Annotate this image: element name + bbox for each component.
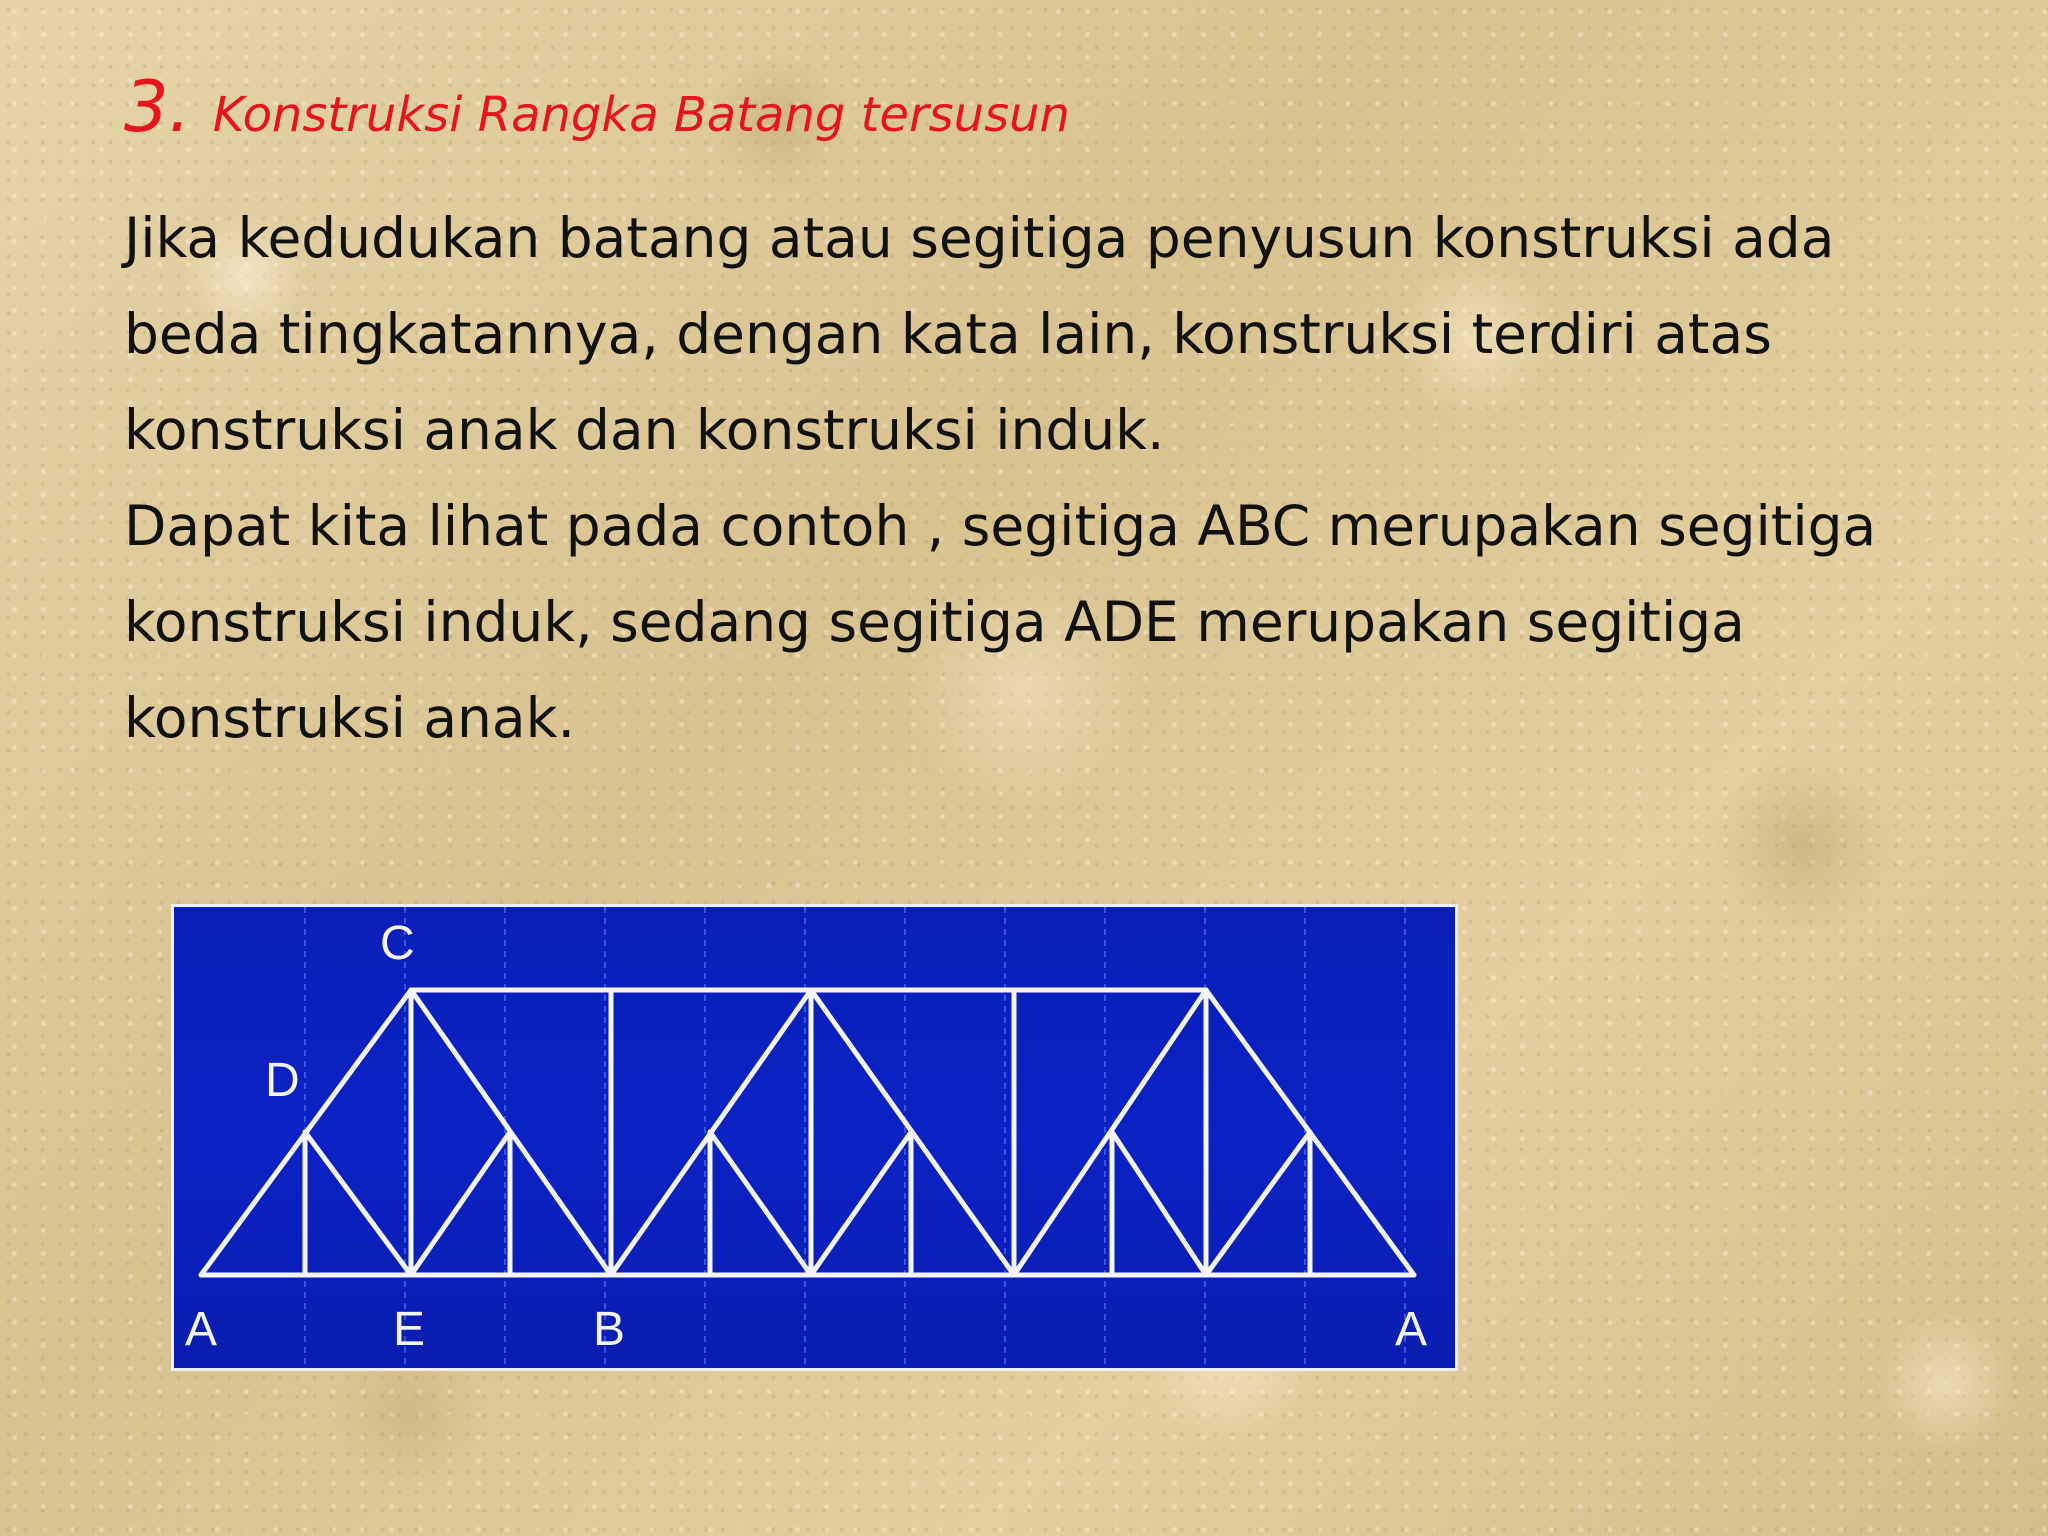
paragraph-example: Dapat kita lihat pada contoh , segitiga ABC merupakan segitiga konstruksi induk, sedang segitiga ADE merupakan segitiga konstruksi anak. bbox=[124, 494, 1877, 750]
paragraph-definition: Jika kedudukan batang atau segitiga penyusun konstruksi ada beda tingkatannya, dengan kata lain, konstruksi terdiri atas konstruksi anak dan konstruksi induk. bbox=[124, 206, 1835, 462]
node-label-e: E bbox=[393, 1303, 426, 1356]
node-label-c: C bbox=[380, 917, 415, 970]
node-label-a-left: A bbox=[185, 1303, 218, 1356]
slide-body bbox=[124, 190, 1964, 766]
truss-members bbox=[201, 990, 1414, 1275]
node-label-b: B bbox=[593, 1303, 626, 1356]
slide-title bbox=[124, 66, 1070, 148]
background-grid bbox=[305, 907, 1405, 1368]
node-label-d: D bbox=[265, 1054, 300, 1107]
truss-diagram bbox=[171, 904, 1458, 1371]
node-label-a-right: A bbox=[1395, 1303, 1428, 1356]
slide-number: 3. bbox=[124, 66, 191, 148]
truss-svg bbox=[174, 907, 1455, 1368]
slide-title-text: Konstruksi Rangka Batang tersusun bbox=[212, 87, 1070, 143]
